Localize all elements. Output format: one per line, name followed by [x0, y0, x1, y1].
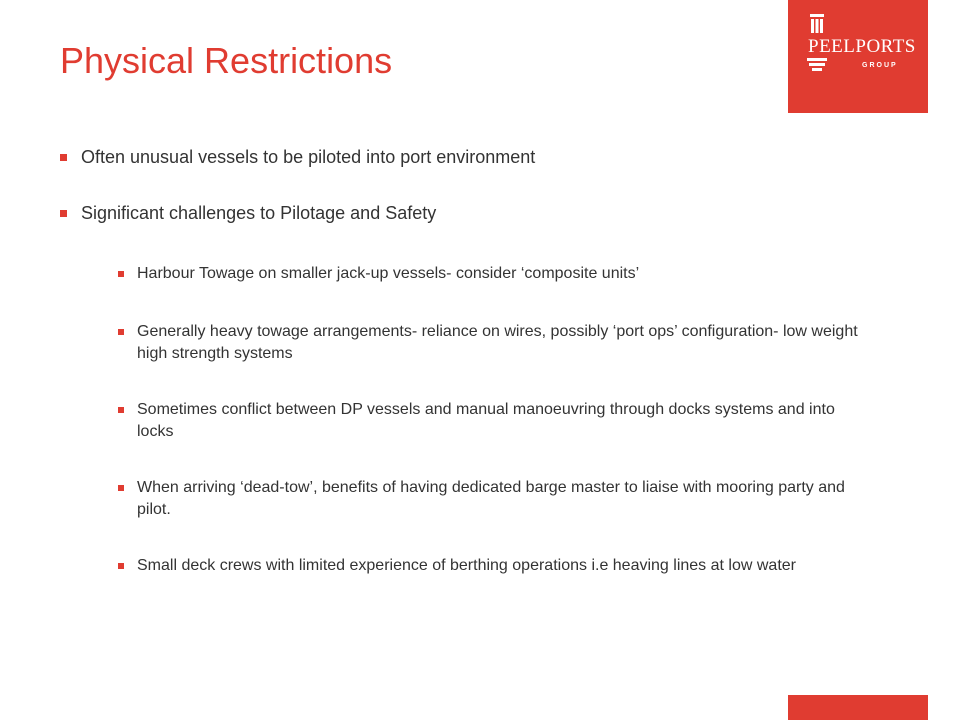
square-bullet-icon: [118, 407, 124, 413]
square-bullet-icon: [118, 329, 124, 335]
sub-bullet-text: Generally heavy towage arrangements- reliance on wires, possibly ‘port ops’ configuration- low weight high strength systems: [137, 323, 858, 362]
sub-bullet-text: Harbour Towage on smaller jack-up vessels- consider ‘composite units’: [137, 265, 640, 282]
footer-accent-bar: [788, 695, 928, 720]
square-bullet-icon: [118, 271, 124, 277]
peel-ports-logo: [788, 0, 928, 113]
sub-bullet-text: Small deck crews with limited experience of berthing operations i.e heaving lines at low water: [137, 557, 796, 574]
sub-bullet-item: [137, 399, 870, 443]
bullet-item: [60, 201, 870, 225]
slide-title: Physical Restrictions: [60, 40, 393, 81]
logo-subtitle: GROUP: [862, 62, 898, 69]
sub-bullet-item: [137, 263, 870, 285]
square-bullet-icon: [60, 210, 67, 217]
sub-bullet-item: [137, 321, 870, 365]
bullet-text: Significant challenges to Pilotage and Safety: [81, 203, 437, 223]
bullet-item: [60, 145, 870, 169]
sub-bullet-text: When arriving ‘dead-tow’, benefits of having dedicated barge master to liaise with mooring party and pilot.: [137, 479, 845, 518]
square-bullet-icon: [60, 154, 67, 161]
sub-bullet-item: [137, 555, 870, 577]
sub-bullet-item: [137, 477, 870, 521]
sub-bullet-text: Sometimes conflict between DP vessels and manual manoeuvring through docks systems and into locks: [137, 401, 835, 440]
square-bullet-icon: [118, 563, 124, 569]
slide-body: [60, 145, 870, 577]
square-bullet-icon: [118, 485, 124, 491]
logo-wordmark: PEELPORTS: [808, 36, 916, 57]
bullet-text: Often unusual vessels to be piloted into port environment: [81, 147, 536, 167]
